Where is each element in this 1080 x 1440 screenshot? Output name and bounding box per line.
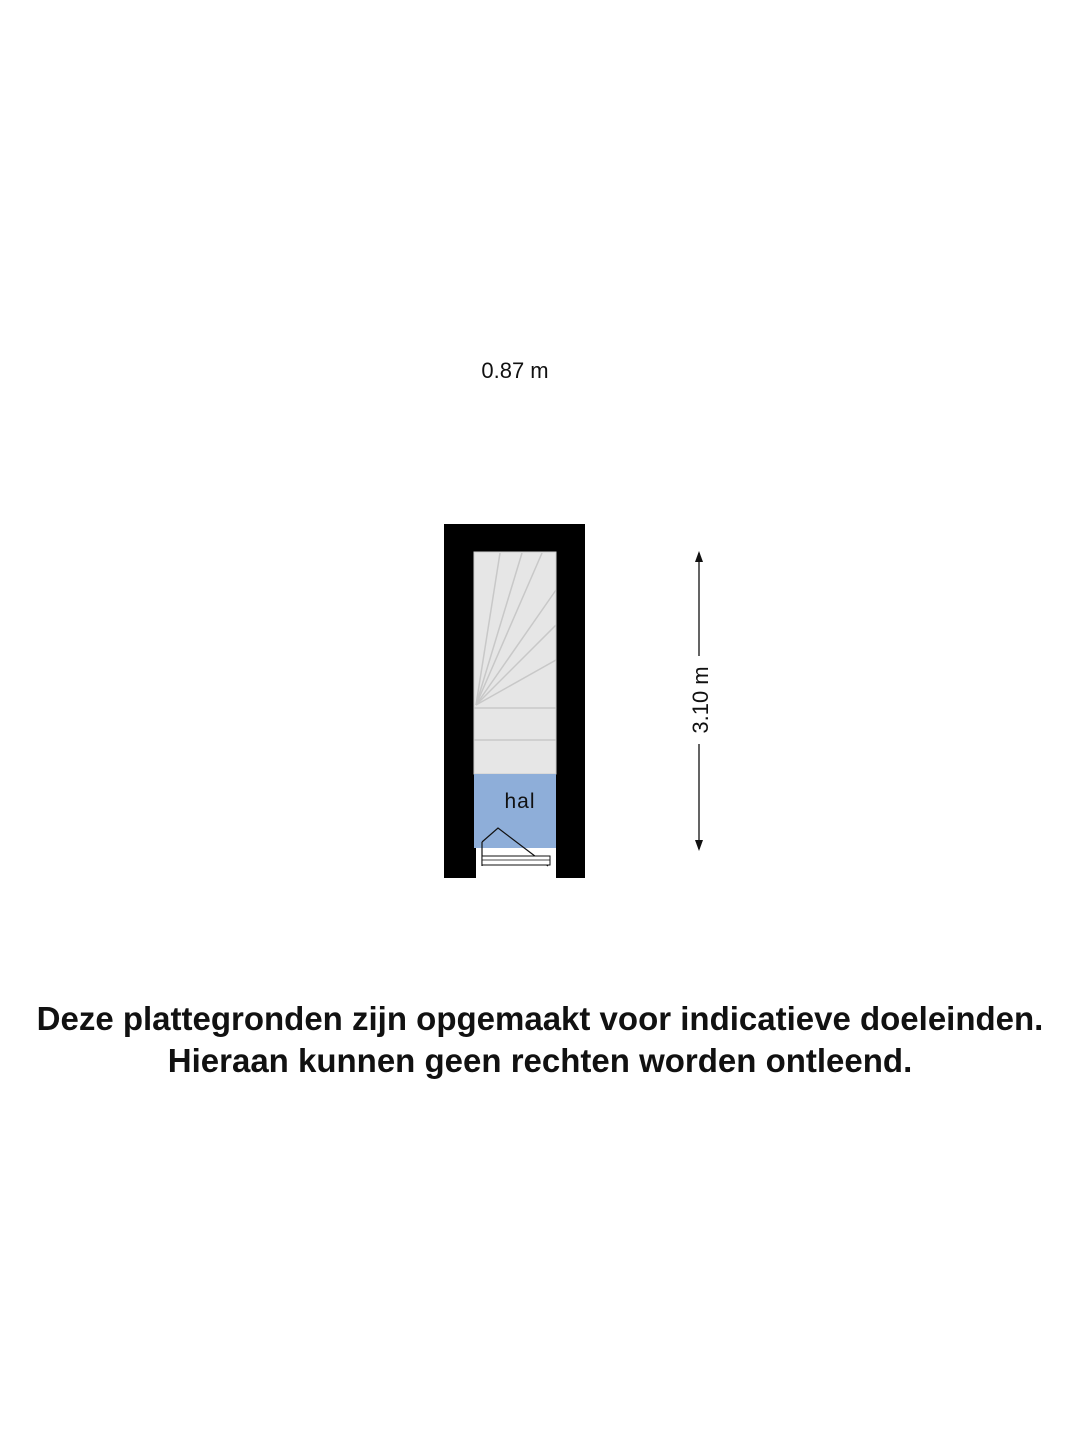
depth-dimension-label: 3.10 m <box>688 666 713 734</box>
disclaimer-line-1: Deze plattegronden zijn opgemaakt voor indicatieve doeleinden. <box>36 1000 1044 1037</box>
width-dimension-label: 0.87 m <box>481 358 549 383</box>
staircase <box>474 552 556 774</box>
disclaimer <box>0 998 1080 1082</box>
room-label-hal: hal <box>504 790 536 813</box>
disclaimer-line-2: Hieraan kunnen geen rechten worden ontleend. <box>167 1042 913 1079</box>
